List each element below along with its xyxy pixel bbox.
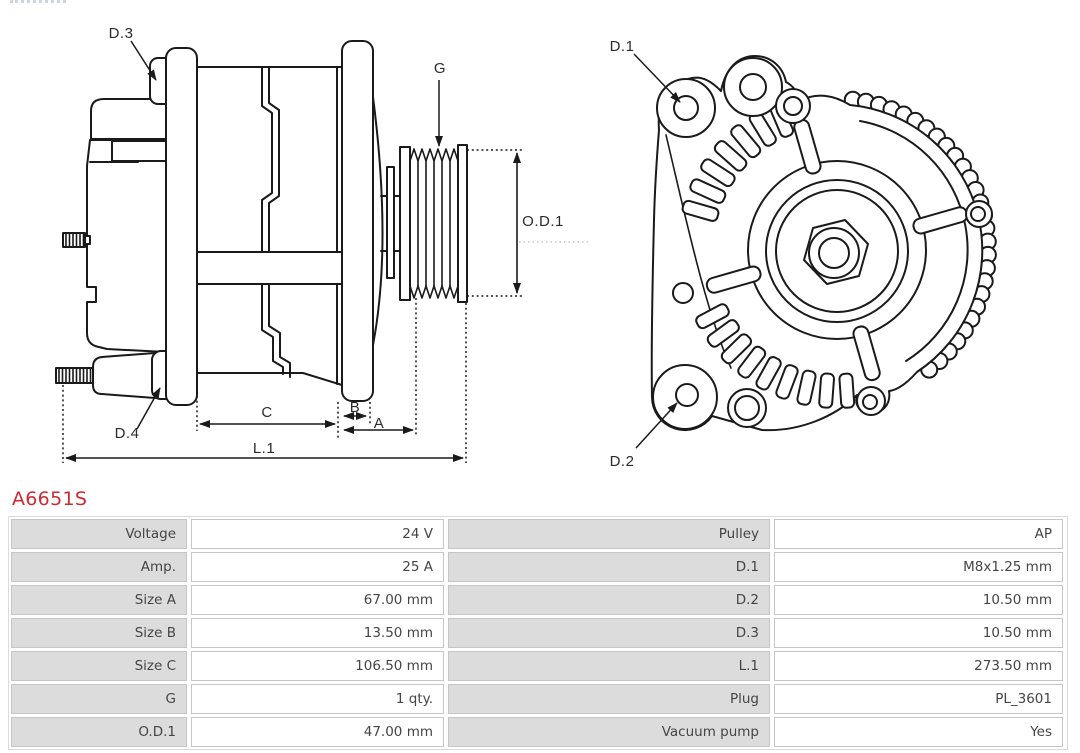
spec-value-cell: M8x1.25 mm bbox=[774, 552, 1063, 582]
spec-label-cell: G bbox=[11, 684, 187, 714]
spec-value-cell: 10.50 mm bbox=[774, 585, 1063, 615]
spec-value-cell: 1 qty. bbox=[191, 684, 444, 714]
dim-label-d3: D.3 bbox=[108, 25, 134, 42]
spec-label-cell: Vacuum pump bbox=[448, 717, 770, 747]
dim-label-c: C bbox=[261, 404, 273, 421]
spec-value-cell: 25 A bbox=[191, 552, 444, 582]
spec-row bbox=[11, 618, 1065, 648]
spec-label-cell: D.3 bbox=[448, 618, 770, 648]
spec-label-cell: Voltage bbox=[11, 519, 187, 549]
spec-label-cell: Pulley bbox=[448, 519, 770, 549]
spec-row bbox=[11, 651, 1065, 681]
spec-value-cell: Yes bbox=[774, 717, 1063, 747]
spec-label-cell: D.2 bbox=[448, 585, 770, 615]
spec-row bbox=[11, 585, 1065, 615]
rear-view-diagram bbox=[590, 0, 1080, 483]
dim-label-d1: D.1 bbox=[609, 38, 635, 55]
spec-row bbox=[11, 552, 1065, 582]
dim-label-g: G bbox=[433, 60, 447, 77]
spec-value-cell: AP bbox=[774, 519, 1063, 549]
dim-label-od1: O.D.1 bbox=[522, 213, 564, 230]
dim-label-d2: D.2 bbox=[609, 453, 635, 470]
dim-label-l1: L.1 bbox=[252, 440, 276, 457]
spec-value-cell: 13.50 mm bbox=[191, 618, 444, 648]
spec-value-cell: 273.50 mm bbox=[774, 651, 1063, 681]
spec-label-cell: Size B bbox=[11, 618, 187, 648]
spec-row bbox=[11, 684, 1065, 714]
spec-value-cell: 24 V bbox=[191, 519, 444, 549]
spec-label-cell: D.1 bbox=[448, 552, 770, 582]
spec-label-cell: Size A bbox=[11, 585, 187, 615]
dim-label-d4: D.4 bbox=[114, 425, 140, 442]
spec-value-cell: PL_3601 bbox=[774, 684, 1063, 714]
spec-value-cell: 106.50 mm bbox=[191, 651, 444, 681]
spec-value-cell: 47.00 mm bbox=[191, 717, 444, 747]
spec-value-cell: 10.50 mm bbox=[774, 618, 1063, 648]
alternator-side-view bbox=[56, 41, 467, 405]
dim-label-a: A bbox=[373, 415, 385, 432]
spec-value-cell: 67.00 mm bbox=[191, 585, 444, 615]
spec-row bbox=[11, 519, 1065, 549]
alternator-rear-view bbox=[652, 56, 996, 430]
spec-label-cell: Plug bbox=[448, 684, 770, 714]
spec-label-cell: Amp. bbox=[11, 552, 187, 582]
dim-label-b: B bbox=[349, 399, 361, 416]
spec-row bbox=[11, 717, 1065, 747]
side-view-diagram bbox=[0, 0, 590, 483]
spec-label-cell: L.1 bbox=[448, 651, 770, 681]
spec-table bbox=[8, 516, 1068, 750]
d1-leader-arrow bbox=[634, 54, 680, 102]
spec-label-cell: O.D.1 bbox=[11, 717, 187, 747]
spec-label-cell: Size C bbox=[11, 651, 187, 681]
part-number: A6651S bbox=[12, 488, 88, 510]
